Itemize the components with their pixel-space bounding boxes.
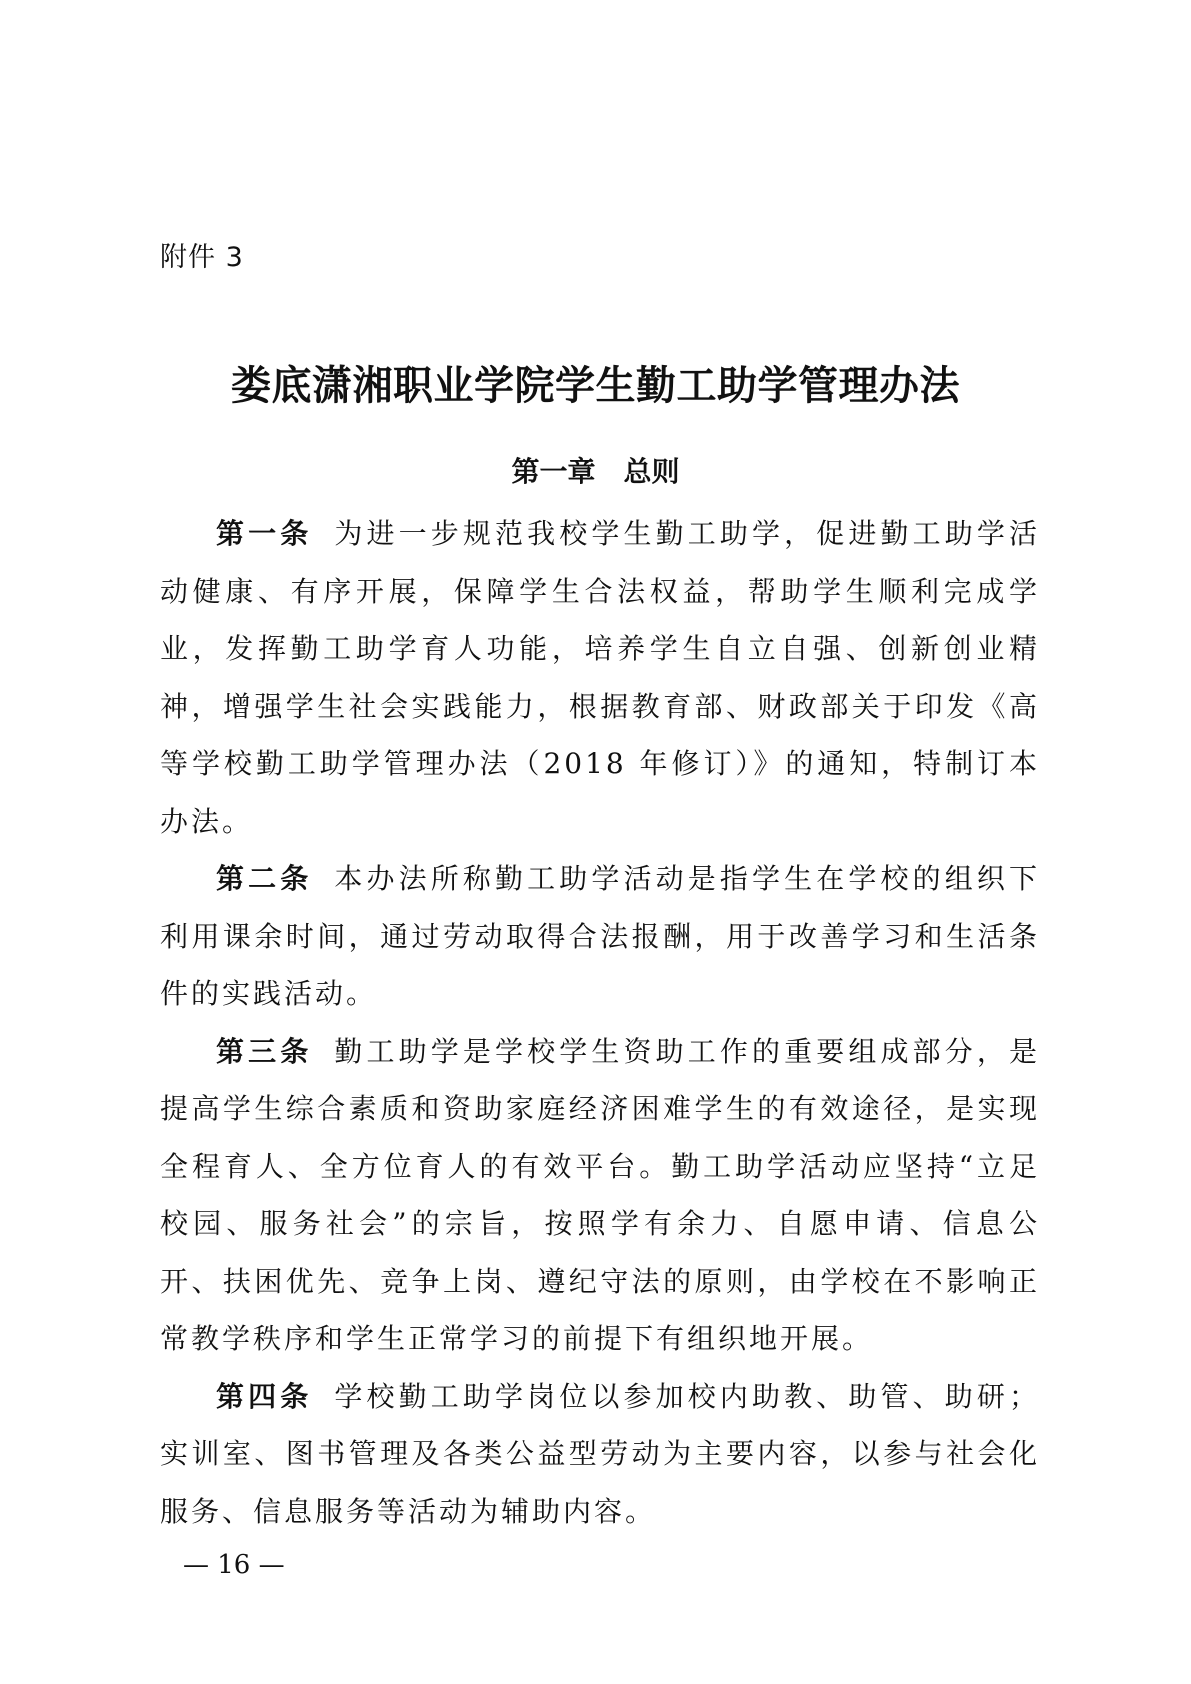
chapter-heading: 第一章 总则 [511, 455, 680, 488]
article-text: 勤工助学是学校学生资助工作的重要组成部分，是提高学生综合素质和资助家庭经济困难学生的有效途径，是实现全程育人、全方位育人的有效平台。勤工助学活动应坚持“立足校园、服务社会”的宗旨，按照学有余力、自愿申请、信息公开、扶困优先、竞争上岗、遵纪守法的原则，由学校在不影响正常教学秩序和学生正常学习的前提下有组织地开展。 [160, 1034, 1040, 1355]
page-number: — 16 — [183, 1550, 285, 1580]
article-text: 学校勤工助学岗位以参加校内助教、助管、助研；实训室、图书管理及各类公益型劳动为主要内容，以参与社会化服务、信息服务等活动为辅助内容。 [160, 1379, 1040, 1528]
document-body [160, 505, 1040, 1540]
article-text: 为进一步规范我校学生勤工助学，促进勤工助学活动健康、有序开展，保障学生合法权益，帮助学生顺利完成学业，发挥勤工助学育人功能，培养学生自立自强、创新创业精神，增强学生社会实践能力，根据教育部、财政部关于印发《高等学校勤工助学管理办法（2018 年修订）》的通知，特制订本办法。 [160, 517, 1040, 838]
document-title: 娄底潇湘职业学院学生勤工助学管理办法 [231, 362, 960, 409]
article-label: 第一条 [216, 517, 313, 550]
article-label: 第三条 [216, 1034, 313, 1068]
article-2 [160, 850, 1040, 1023]
article-3 [160, 1023, 1040, 1368]
article-label: 第二条 [216, 862, 313, 895]
article-4 [160, 1368, 1040, 1541]
article-label: 第四条 [216, 1379, 313, 1413]
attachment-label: 附件 3 [160, 242, 244, 273]
article-text: 本办法所称勤工助学活动是指学生在学校的组织下利用课余时间，通过劳动取得合法报酬，用于改善学习和生活条件的实践活动。 [160, 862, 1040, 1010]
article-1 [160, 505, 1040, 850]
